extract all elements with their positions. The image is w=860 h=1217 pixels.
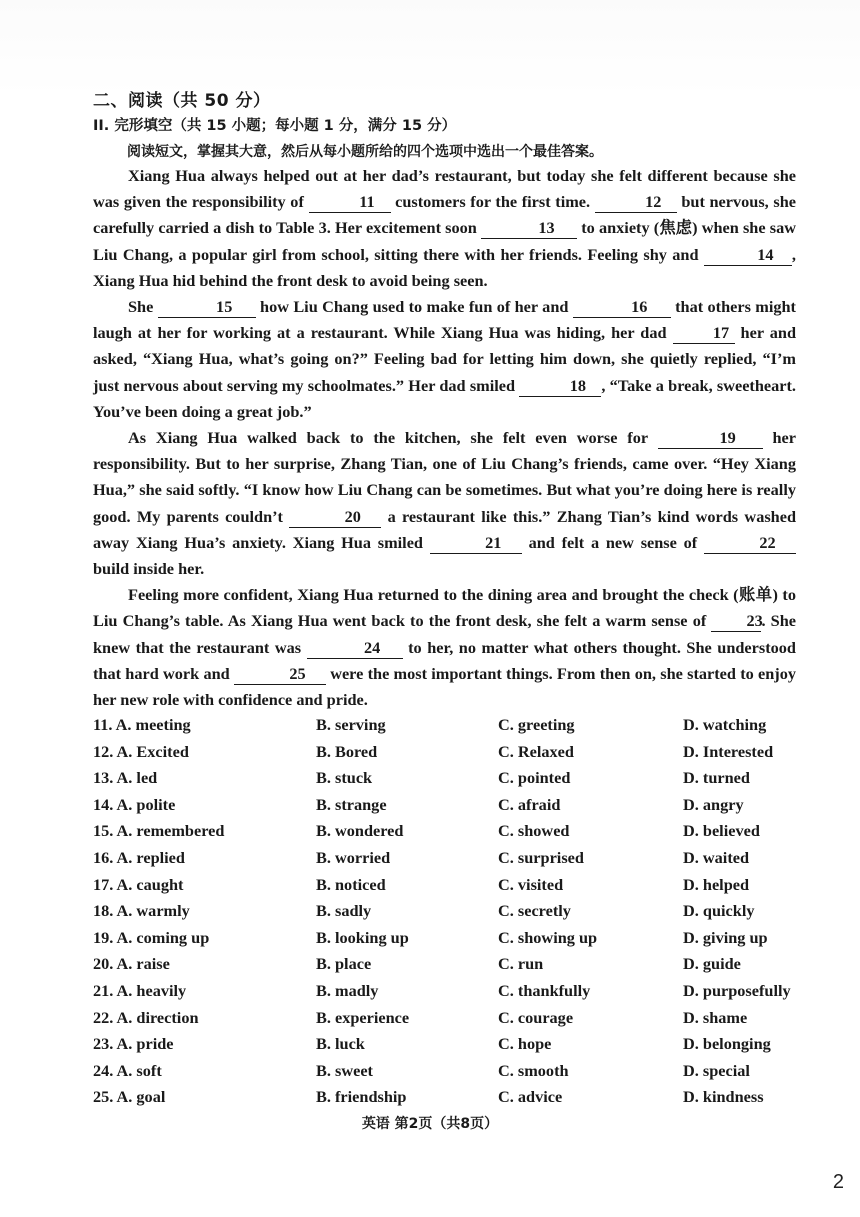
- option-d: D. turned: [683, 768, 750, 788]
- option-c: C. Relaxed: [498, 741, 574, 761]
- passage-text: , “Take a break, sweetheart. You’ve been doing a great job.”: [93, 375, 796, 421]
- option-b: B. sadly: [316, 901, 372, 921]
- passage-text: and felt a new sense of: [528, 532, 698, 552]
- paragraph-1: [93, 163, 796, 294]
- paragraph-2: [93, 294, 796, 425]
- blank-19: 19: [658, 428, 763, 449]
- option-a: 14. A. polite: [93, 794, 176, 814]
- option-b: B. worried: [316, 847, 391, 867]
- option-c: C. advice: [498, 1087, 563, 1107]
- page-footer: 英语 第2页（共8页）: [361, 1116, 499, 1132]
- option-d: D. shame: [683, 1007, 748, 1027]
- option-a: 18. A. warmly: [93, 901, 190, 921]
- option-d: D. kindness: [683, 1087, 764, 1107]
- passage-text: how Liu Chang used to make fun of her and: [260, 297, 569, 317]
- option-b: B. luck: [316, 1034, 365, 1054]
- option-row: [93, 848, 813, 875]
- option-c: C. thankfully: [498, 980, 591, 1000]
- option-row: [93, 875, 813, 902]
- option-a: 17. A. caught: [93, 874, 184, 894]
- option-d: D. guide: [683, 954, 741, 974]
- option-row: [93, 742, 813, 769]
- option-row: [93, 768, 813, 795]
- option-b: B. place: [316, 954, 372, 974]
- cloze-passage: [93, 163, 796, 713]
- blank-20: 20: [289, 507, 381, 528]
- passage-text: her and asked, “Xiang Hua, what’s going on?” Feeling bad for letting him down, she quietly replied, “I’m just nervous about serving my schoolmates.” Her dad smiled: [93, 323, 796, 395]
- blank-16: 16: [573, 297, 671, 318]
- passage-text: a restaurant like this.” Zhang Tian’s kind words washed away Xiang Hua’s anxiety. Xiang Hua smiled: [93, 506, 797, 552]
- option-c: C. hope: [498, 1034, 552, 1054]
- option-d: D. Interested: [683, 741, 774, 761]
- option-a: 16. A. replied: [93, 847, 185, 867]
- passage-text: She: [128, 297, 154, 317]
- blank-25: 25: [234, 664, 326, 685]
- option-d: D. giving up: [683, 927, 768, 947]
- option-b: B. experience: [316, 1007, 410, 1027]
- blank-18: 18: [519, 376, 601, 397]
- blank-12: 12: [595, 192, 677, 213]
- option-row: [93, 981, 813, 1008]
- option-a: 19. A. coming up: [93, 927, 210, 947]
- paragraph-4: [93, 582, 796, 713]
- option-row: [93, 901, 813, 928]
- passage-text: , Xiang Hua hid behind the front desk to avoid being seen.: [93, 244, 796, 290]
- option-d: D. waited: [683, 847, 750, 867]
- option-b: B. noticed: [316, 874, 386, 894]
- option-a: 11. A. meeting: [93, 715, 191, 734]
- blank-11: 11: [309, 192, 391, 213]
- option-a: 23. A. pride: [93, 1034, 174, 1054]
- option-c: C. showing up: [498, 927, 598, 947]
- option-c: C. showed: [498, 821, 570, 841]
- option-b: B. strange: [316, 794, 387, 814]
- instruction: 阅读短文，掌握其大意，然后从每小题所给的四个选项中选出一个最佳答案。: [127, 144, 603, 160]
- passage-text: build inside her.: [93, 559, 205, 579]
- option-row: [93, 928, 813, 955]
- option-row: [93, 954, 813, 981]
- option-d: D. belonging: [683, 1034, 771, 1054]
- option-c: C. surprised: [498, 847, 584, 867]
- option-b: B. sweet: [316, 1060, 373, 1080]
- option-a: 20. A. raise: [93, 954, 170, 974]
- option-d: D. purposefully: [683, 980, 791, 1000]
- passage-text: Feeling more confident, Xiang Hua returned to the dining area and brought the check (账单) to Liu Chang’s table. As Xiang Hua went back to the front desk, she felt a warm sense of: [93, 585, 796, 631]
- passage-text: to her, no matter what others thought. She understood that hard work and: [93, 637, 796, 683]
- option-a: 15. A. remembered: [93, 821, 225, 841]
- option-a: 12. A. Excited: [93, 741, 189, 761]
- option-row: [93, 795, 813, 822]
- option-a: 24. A. soft: [93, 1060, 162, 1080]
- blank-23: 23: [711, 611, 761, 632]
- option-c: C. run: [498, 954, 544, 974]
- option-d: D. special: [683, 1060, 750, 1080]
- option-a: 22. A. direction: [93, 1007, 199, 1027]
- passage-text: that others might laugh at her for working at a restaurant. While Xiang Hua was hiding, her dad: [93, 297, 796, 343]
- option-row: [93, 1061, 813, 1088]
- passage-text: Xiang Hua always helped out at her dad’s restaurant, but today she felt different because she was given the responsibility of: [93, 166, 796, 212]
- option-a: 25. A. goal: [93, 1087, 166, 1107]
- options-list: [93, 715, 813, 1114]
- option-d: D. quickly: [683, 901, 755, 921]
- option-d: D. helped: [683, 874, 750, 894]
- section-title: 二、阅读（共 50 分）: [93, 91, 271, 111]
- option-d: D. watching: [683, 715, 767, 734]
- option-row: [93, 1034, 813, 1061]
- blank-15: 15: [158, 297, 256, 318]
- option-d: D. believed: [683, 821, 760, 841]
- option-b: B. friendship: [316, 1087, 407, 1107]
- blank-22: 22: [704, 533, 796, 554]
- blank-21: 21: [430, 533, 522, 554]
- option-c: C. secretly: [498, 901, 571, 921]
- blank-14: 14: [704, 245, 792, 266]
- option-a: 21. A. heavily: [93, 980, 187, 1000]
- passage-text: were the most important things. From then on, she started to enjoy her new role with confidence and pride.: [93, 663, 796, 710]
- option-c: C. pointed: [498, 768, 571, 788]
- option-b: B. Bored: [316, 741, 378, 761]
- option-row: [93, 1087, 813, 1114]
- option-b: B. serving: [316, 715, 386, 734]
- page-number: 2: [832, 1171, 844, 1193]
- paragraph-3: [93, 425, 796, 582]
- option-b: B. looking up: [316, 927, 409, 947]
- option-row: [93, 715, 813, 742]
- option-c: C. visited: [498, 874, 564, 894]
- option-a: 13. A. led: [93, 768, 158, 788]
- passage-text: her responsibility. But to her surprise, Zhang Tian, one of Liu Chang’s friends, came over. “Hey Xiang Hua,” she said softly. “I know how Liu Chang can be sometimes. But what you’re doing here is really good. My parents couldn’t: [93, 428, 796, 526]
- option-b: B. stuck: [316, 768, 373, 788]
- passage-text: customers for the first time.: [395, 192, 591, 212]
- option-c: C. courage: [498, 1007, 574, 1027]
- passage-text: but nervous, she carefully carried a dish to Table 3. Her excitement soon: [93, 192, 796, 238]
- option-row: [93, 1008, 813, 1035]
- passage-text: As Xiang Hua walked back to the kitchen, she felt even worse for: [128, 428, 648, 448]
- option-b: B. madly: [316, 980, 379, 1000]
- passage-text: . She knew that the restaurant was: [93, 611, 797, 657]
- blank-13: 13: [481, 218, 577, 239]
- option-c: C. smooth: [498, 1060, 569, 1080]
- option-c: C. afraid: [498, 794, 561, 814]
- option-row: [93, 821, 813, 848]
- sub-title: II. 完形填空（共 15 小题；每小题 1 分，满分 15 分）: [93, 118, 457, 134]
- option-d: D. angry: [683, 794, 744, 814]
- option-b: B. wondered: [316, 821, 404, 841]
- blank-24: 24: [307, 638, 403, 659]
- option-c: C. greeting: [498, 715, 575, 734]
- blank-17: 17: [673, 323, 735, 344]
- passage-text: to anxiety (焦虑) when she saw Liu Chang, a popular girl from school, sitting there with her friends. Feeling shy and: [93, 218, 796, 264]
